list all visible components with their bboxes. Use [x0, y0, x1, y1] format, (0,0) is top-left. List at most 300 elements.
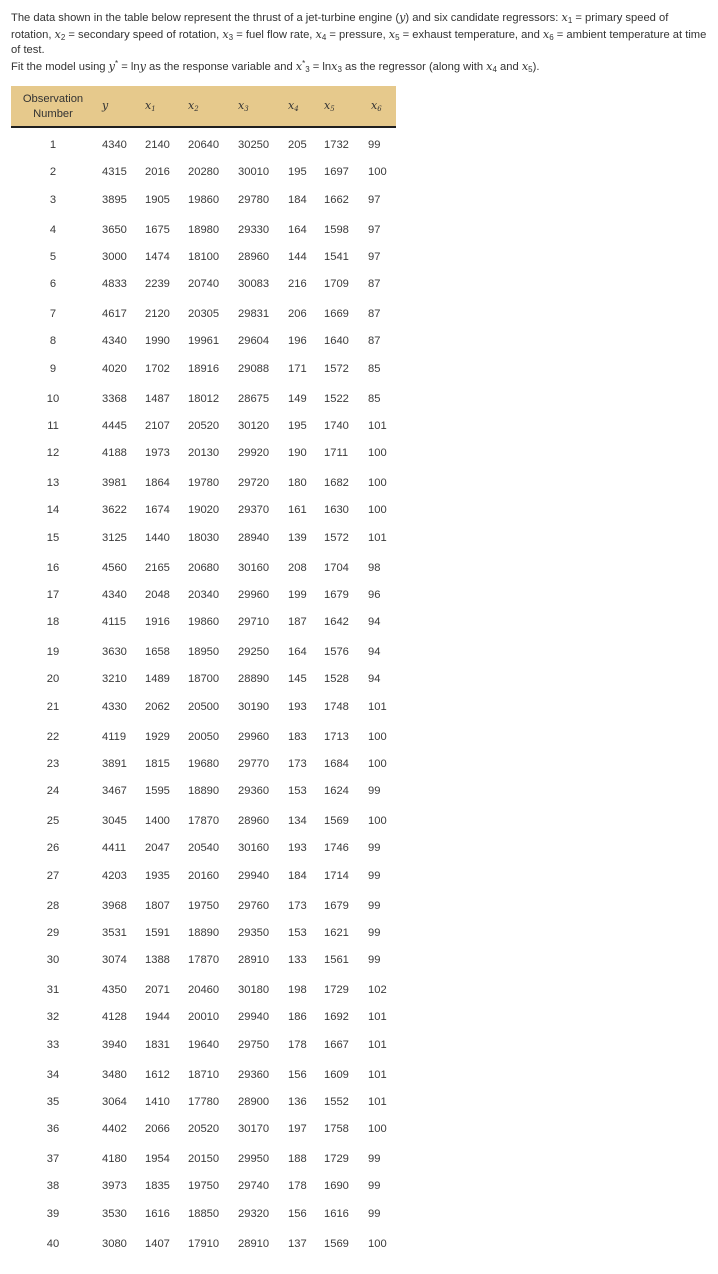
cell-observation: 35: [46, 1095, 60, 1108]
cell-x5: 1572: [324, 362, 349, 375]
cell-x1: 1388: [145, 954, 170, 967]
cell-x2: 20150: [188, 1153, 220, 1165]
cell-x6: 100: [368, 504, 387, 517]
cell-x3: 29604: [238, 335, 270, 348]
cell-y: 3981: [102, 477, 127, 489]
cell-observation: 1: [49, 139, 57, 151]
cell-x2: 18030: [188, 531, 220, 544]
cell-y: 3895: [102, 193, 127, 206]
cell-observation: 21: [46, 700, 60, 713]
cell-x2: 20010: [188, 1011, 220, 1024]
cell-x3: 29350: [238, 926, 270, 939]
table-row: [11, 275, 396, 295]
cell-x4: 173: [288, 899, 307, 912]
cell-x2: 19780: [188, 477, 220, 489]
cell-x6: 100: [368, 1237, 387, 1250]
cell-observation: 10: [46, 392, 60, 405]
table-row: [11, 221, 396, 241]
cell-x6: 99: [368, 954, 381, 967]
cell-x5: 1669: [324, 308, 349, 320]
cell-x6: 102: [368, 984, 387, 996]
header-obs-line1: Observation: [22, 93, 84, 105]
cell-observation: 25: [46, 815, 60, 827]
cell-x3: 30160: [238, 842, 270, 855]
cell-x3: 29710: [238, 616, 270, 629]
cell-x6: 87: [368, 308, 381, 320]
cell-x3: 30170: [238, 1123, 270, 1136]
cell-x3: 29250: [238, 646, 270, 658]
cell-x6: 87: [368, 278, 381, 291]
cell-y: 3622: [102, 504, 127, 517]
cell-x5: 1528: [324, 673, 349, 686]
cell-x6: 100: [368, 730, 387, 743]
cell-x1: 1916: [145, 616, 170, 629]
cell-x5: 1569: [324, 1237, 349, 1250]
cell-x1: 1864: [145, 477, 170, 489]
cell-x6: 99: [368, 1180, 381, 1193]
cell-x4: 188: [288, 1153, 307, 1165]
cell-x2: 19680: [188, 757, 220, 770]
cell-x2: 20160: [188, 869, 220, 882]
cell-x1: 1658: [145, 646, 170, 658]
cell-x3: 29920: [238, 447, 270, 460]
table-row: [11, 897, 396, 917]
cell-x2: 18950: [188, 646, 220, 658]
cell-x1: 1440: [145, 531, 170, 544]
cell-observation: 5: [49, 250, 57, 263]
cell-x4: 205: [288, 139, 307, 151]
cell-x4: 139: [288, 531, 307, 544]
cell-x1: 1400: [145, 815, 170, 827]
cell-x3: 29720: [238, 477, 270, 489]
cell-x1: 1407: [145, 1237, 170, 1250]
cell-x5: 1729: [324, 1153, 349, 1165]
table-row: [11, 417, 396, 437]
cell-y: 3940: [102, 1038, 127, 1051]
cell-x1: 2120: [145, 308, 170, 320]
cell-y: 3210: [102, 673, 127, 686]
cell-x5: 1704: [324, 561, 349, 574]
cell-x2: 20460: [188, 984, 220, 996]
cell-observation: 20: [46, 673, 60, 686]
cell-x1: 1612: [145, 1068, 170, 1081]
cell-x2: 18850: [188, 1207, 220, 1220]
cell-x2: 20740: [188, 278, 220, 291]
cell-x6: 100: [368, 166, 387, 179]
cell-x4: 153: [288, 926, 307, 939]
cell-x1: 1905: [145, 193, 170, 206]
cell-x2: 17870: [188, 815, 220, 827]
cell-y: 4020: [102, 362, 127, 375]
cell-observation: 29: [46, 926, 60, 939]
cell-x4: 173: [288, 757, 307, 770]
cell-x2: 19020: [188, 504, 220, 517]
cell-x2: 19860: [188, 616, 220, 629]
cell-x5: 1630: [324, 504, 349, 517]
header-observation-number: [11, 92, 95, 122]
cell-x1: 1674: [145, 504, 170, 517]
cell-observation: 38: [46, 1180, 60, 1193]
cell-x1: 2107: [145, 419, 170, 432]
cell-x6: 101: [368, 419, 387, 432]
cell-observation: 9: [49, 362, 57, 375]
cell-x5: 1679: [324, 588, 349, 601]
cell-x5: 1697: [324, 166, 349, 179]
cell-observation: 37: [46, 1153, 60, 1165]
cell-y: 3530: [102, 1207, 127, 1220]
cell-x5: 1642: [324, 616, 349, 629]
cell-observation: 2: [49, 166, 57, 179]
cell-x3: 28910: [238, 1237, 270, 1250]
table-row: [11, 1177, 396, 1197]
table-row: [11, 867, 396, 887]
cell-x4: 145: [288, 673, 307, 686]
cell-y: 4340: [102, 139, 127, 151]
cell-x4: 197: [288, 1123, 307, 1136]
cell-x1: 2066: [145, 1123, 170, 1136]
cell-y: 4128: [102, 1011, 127, 1024]
table-row: [11, 191, 396, 211]
table-row: [11, 1235, 396, 1255]
cell-x4: 208: [288, 561, 307, 574]
table-header: [11, 86, 396, 128]
table-row: [11, 501, 396, 521]
cell-x6: 101: [368, 531, 387, 544]
cell-observation: 32: [46, 1011, 60, 1024]
cell-y: 4350: [102, 984, 127, 996]
cell-x6: 101: [368, 1095, 387, 1108]
cell-x5: 1572: [324, 531, 349, 544]
cell-observation: 40: [46, 1237, 60, 1250]
cell-x1: 1954: [145, 1153, 170, 1165]
cell-y: 4188: [102, 447, 127, 460]
table-row: [11, 670, 396, 690]
cell-x5: 1552: [324, 1095, 349, 1108]
cell-observation: 19: [46, 646, 60, 658]
cell-x4: 193: [288, 700, 307, 713]
cell-observation: 8: [49, 335, 57, 348]
cell-x3: 30250: [238, 139, 270, 151]
cell-x4: 190: [288, 447, 307, 460]
cell-x2: 17910: [188, 1237, 220, 1250]
cell-y: 4445: [102, 419, 127, 432]
cell-observation: 34: [46, 1068, 60, 1081]
cell-x4: 196: [288, 335, 307, 348]
cell-x3: 30120: [238, 419, 270, 432]
cell-x2: 19860: [188, 193, 220, 206]
cell-x3: 28940: [238, 531, 270, 544]
cell-y: 4617: [102, 308, 127, 320]
header-x2: $x_2$: [188, 99, 199, 113]
header-x4: $x_4$: [288, 99, 299, 113]
cell-x5: 1709: [324, 278, 349, 291]
cell-x3: 29750: [238, 1038, 270, 1051]
cell-x2: 18700: [188, 673, 220, 686]
cell-x6: 100: [368, 1123, 387, 1136]
cell-x1: 1807: [145, 899, 170, 912]
cell-x6: 99: [368, 1153, 381, 1165]
cell-observation: 17: [46, 588, 60, 601]
cell-x4: 206: [288, 308, 307, 320]
table-row: [11, 1205, 396, 1225]
cell-y: 3074: [102, 954, 127, 967]
cell-observation: 12: [46, 447, 60, 460]
cell-x2: 18890: [188, 926, 220, 939]
cell-x4: 178: [288, 1180, 307, 1193]
cell-x2: 18890: [188, 785, 220, 798]
cell-x4: 161: [288, 504, 307, 517]
fit-instruction: Fit the model using y* = lny as the response variable and $x^*_3 = \ln x_3$ as the regressor (along with $x_4$ and $x_5$).: [11, 58, 540, 74]
cell-x2: 17870: [188, 954, 220, 967]
cell-x3: 29940: [238, 1011, 270, 1024]
cell-x1: 1815: [145, 757, 170, 770]
cell-x6: 100: [368, 757, 387, 770]
cell-x2: 20500: [188, 700, 220, 713]
header-x3: $x_3$: [238, 99, 249, 113]
cell-x1: 1474: [145, 250, 170, 263]
cell-x4: 186: [288, 1011, 307, 1024]
cell-y: 3650: [102, 223, 127, 236]
cell-y: 3000: [102, 250, 127, 263]
table-row: [11, 559, 396, 579]
cell-x6: 85: [368, 392, 381, 405]
cell-x4: 164: [288, 223, 307, 236]
table-row: [11, 136, 396, 156]
header-x1: $x_1$: [145, 99, 156, 113]
cell-x5: 1522: [324, 392, 349, 405]
cell-x1: 1944: [145, 1011, 170, 1024]
cell-x6: 99: [368, 926, 381, 939]
header-y: y: [102, 99, 109, 112]
cell-y: 3630: [102, 646, 127, 658]
cell-x1: 2048: [145, 588, 170, 601]
table-row: [11, 1036, 396, 1056]
cell-x6: 100: [368, 447, 387, 460]
cell-x4: 134: [288, 815, 307, 827]
cell-x1: 1935: [145, 869, 170, 882]
cell-x1: 2140: [145, 139, 170, 151]
cell-x2: 20340: [188, 588, 220, 601]
cell-observation: 11: [47, 419, 59, 432]
cell-x3: 29780: [238, 193, 270, 206]
cell-x3: 29360: [238, 1068, 270, 1081]
table-row: [11, 698, 396, 718]
cell-y: 3467: [102, 785, 127, 798]
cell-x5: 1711: [324, 447, 349, 460]
cell-x1: 1990: [145, 335, 170, 348]
cell-x1: 2071: [145, 984, 170, 996]
cell-y: 4340: [102, 335, 127, 348]
table-row: [11, 782, 396, 802]
cell-observation: 18: [46, 616, 60, 629]
cell-x4: 216: [288, 278, 307, 291]
cell-x4: 133: [288, 954, 307, 967]
cell-x2: 20540: [188, 842, 220, 855]
table-row: [11, 248, 396, 268]
cell-x1: 1675: [145, 223, 170, 236]
table-row: [11, 474, 396, 494]
table-row: [11, 643, 396, 663]
cell-x4: 195: [288, 419, 307, 432]
table-row: [11, 360, 396, 380]
cell-x1: 2062: [145, 700, 170, 713]
cell-x6: 87: [368, 335, 381, 348]
cell-x3: 29360: [238, 785, 270, 798]
table-row: [11, 755, 396, 775]
table-row: [11, 1066, 396, 1086]
cell-observation: 3: [49, 193, 57, 206]
cell-x2: 20680: [188, 561, 220, 574]
cell-x4: 164: [288, 646, 307, 658]
cell-x4: 137: [288, 1237, 307, 1250]
cell-x3: 30180: [238, 984, 270, 996]
cell-observation: 6: [49, 278, 57, 291]
cell-x3: 29770: [238, 757, 270, 770]
cell-x6: 96: [368, 588, 381, 601]
cell-observation: 26: [46, 842, 60, 855]
cell-observation: 22: [46, 730, 60, 743]
cell-x6: 101: [368, 1068, 387, 1081]
cell-x4: 198: [288, 984, 307, 996]
cell-x3: 29370: [238, 504, 270, 517]
table-row: [11, 586, 396, 606]
cell-x5: 1561: [324, 954, 349, 967]
cell-x4: 149: [288, 392, 307, 405]
cell-x3: 28910: [238, 954, 270, 967]
cell-x3: 29940: [238, 869, 270, 882]
cell-x6: 99: [368, 899, 381, 912]
cell-x5: 1740: [324, 419, 349, 432]
cell-x2: 19640: [188, 1038, 220, 1051]
cell-x5: 1576: [324, 646, 349, 658]
cell-x6: 101: [368, 1011, 387, 1024]
cell-x1: 1831: [145, 1038, 170, 1051]
cell-x6: 99: [368, 869, 381, 882]
cell-x6: 101: [368, 700, 387, 713]
table-row: [11, 332, 396, 352]
cell-observation: 24: [46, 785, 60, 798]
cell-x2: 20305: [188, 308, 220, 320]
cell-observation: 39: [46, 1207, 60, 1220]
cell-y: 3968: [102, 899, 127, 912]
cell-x4: 171: [288, 362, 307, 375]
cell-x5: 1569: [324, 815, 349, 827]
cell-x2: 17780: [188, 1095, 220, 1108]
cell-x1: 2047: [145, 842, 170, 855]
cell-x4: 187: [288, 616, 307, 629]
cell-x3: 29960: [238, 588, 270, 601]
cell-x5: 1690: [324, 1180, 349, 1193]
cell-x5: 1598: [324, 223, 349, 236]
cell-y: 3368: [102, 392, 127, 405]
cell-x3: 28675: [238, 392, 270, 405]
cell-x6: 99: [368, 1207, 381, 1220]
table-row: [11, 981, 396, 1001]
cell-y: 4340: [102, 588, 127, 601]
table-row: [11, 1150, 396, 1170]
cell-x5: 1746: [324, 842, 349, 855]
cell-y: 4833: [102, 278, 127, 291]
table-row: [11, 812, 396, 832]
cell-x1: 1702: [145, 362, 170, 375]
cell-observation: 28: [46, 899, 60, 912]
cell-x4: 183: [288, 730, 307, 743]
cell-observation: 30: [46, 954, 60, 967]
cell-x3: 30083: [238, 278, 270, 291]
cell-observation: 13: [46, 477, 60, 489]
cell-x6: 101: [368, 1038, 387, 1051]
cell-x6: 94: [368, 646, 381, 658]
cell-x2: 18980: [188, 223, 220, 236]
cell-observation: 36: [46, 1123, 60, 1136]
cell-x2: 18710: [188, 1068, 220, 1081]
cell-y: 3891: [102, 757, 127, 770]
cell-x3: 30190: [238, 700, 270, 713]
table-row: [11, 305, 396, 325]
cell-x3: 30010: [238, 166, 270, 179]
table-row: [11, 1120, 396, 1140]
cell-y: 4203: [102, 869, 127, 882]
cell-y: 3045: [102, 815, 127, 827]
cell-observation: 16: [46, 561, 60, 574]
cell-x6: 94: [368, 616, 381, 629]
cell-x4: 199: [288, 588, 307, 601]
cell-x1: 1410: [145, 1095, 170, 1108]
cell-x5: 1684: [324, 757, 349, 770]
table-row: [11, 390, 396, 410]
cell-x6: 100: [368, 815, 387, 827]
cell-x2: 18916: [188, 362, 220, 375]
table-row: [11, 924, 396, 944]
cell-observation: 14: [46, 504, 60, 517]
cell-x2: 20280: [188, 166, 220, 179]
cell-x3: 29950: [238, 1153, 270, 1165]
cell-x5: 1748: [324, 700, 349, 713]
cell-x1: 1835: [145, 1180, 170, 1193]
cell-x4: 180: [288, 477, 307, 489]
cell-x1: 1591: [145, 926, 170, 939]
problem-statement: [11, 10, 711, 75]
cell-x6: 97: [368, 223, 381, 236]
table-row: [11, 728, 396, 748]
header-x6: $x_6$: [371, 99, 382, 113]
cell-x3: 28960: [238, 815, 270, 827]
cell-x5: 1640: [324, 335, 349, 348]
table-row: [11, 951, 396, 971]
table-row: [11, 613, 396, 633]
cell-x5: 1609: [324, 1068, 349, 1081]
cell-x5: 1732: [324, 139, 349, 151]
cell-x5: 1616: [324, 1207, 349, 1220]
cell-x5: 1624: [324, 785, 349, 798]
cell-y: 3125: [102, 531, 127, 544]
cell-x3: 29831: [238, 308, 270, 320]
cell-x4: 184: [288, 869, 307, 882]
cell-x2: 18100: [188, 250, 220, 263]
cell-x3: 30160: [238, 561, 270, 574]
cell-x1: 1973: [145, 447, 170, 460]
cell-observation: 31: [46, 984, 60, 996]
intro-paragraph: The data shown in the table below represent the thrust of a jet-turbine engine (y) and six candidate regressors: $x_1$ = primary speed of rotation, $x_2$ = secondary speed of rotation, $x_3$ = fuel flow rate, $x_4$ = pressure, $x_5$ = exhaust temperature, and $x_6$ = ambient temperature at time of test.: [11, 11, 707, 57]
data-table: [11, 86, 396, 1250]
table-row: [11, 529, 396, 549]
cell-x4: 178: [288, 1038, 307, 1051]
header-x5: $x_5$: [324, 99, 335, 113]
cell-x1: 1616: [145, 1207, 170, 1220]
cell-x2: 20520: [188, 1123, 220, 1136]
cell-y: 4402: [102, 1123, 127, 1136]
table-row: [11, 1093, 396, 1113]
